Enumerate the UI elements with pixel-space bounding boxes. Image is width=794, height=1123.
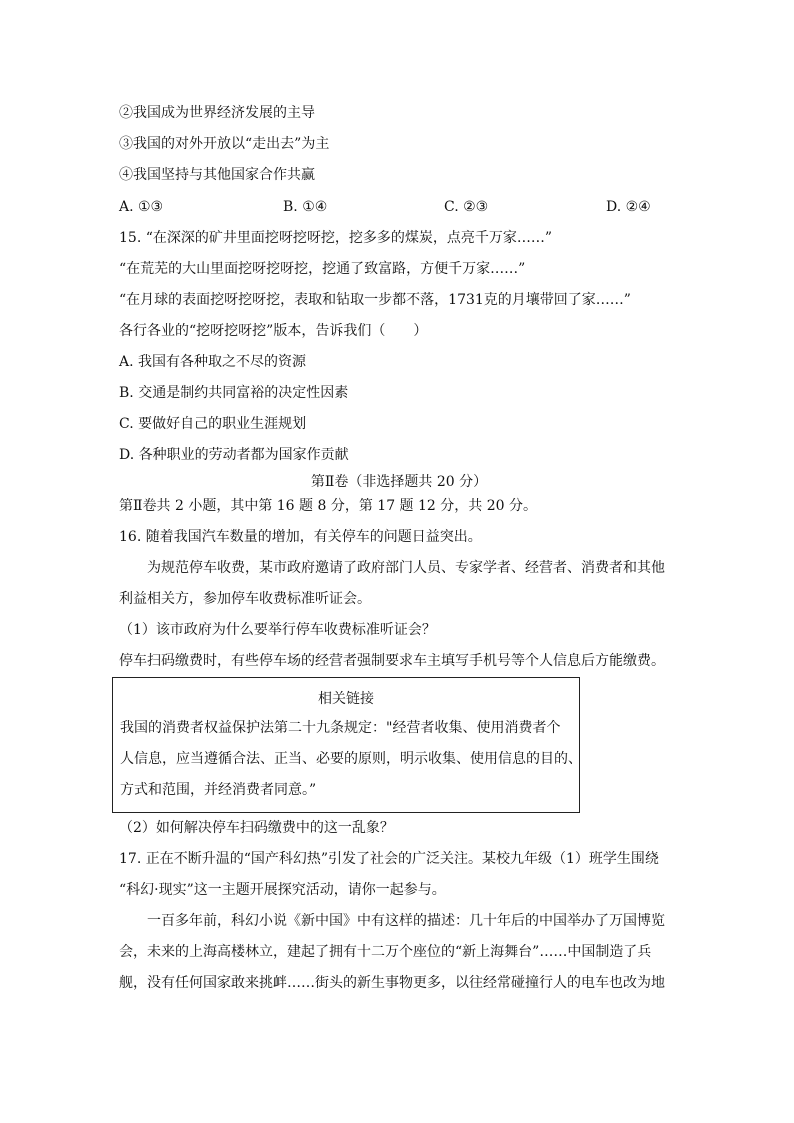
- q15-stem-1: 15. “在深深的矿井里面挖呀挖呀挖，挖多多的煤炭，点亮千万家……”: [119, 230, 553, 246]
- q16-subquestion-2: （2）如何解决停车扫码缴费中的这一乱象？: [119, 820, 394, 836]
- q14-option-c: C. ②③: [444, 199, 489, 215]
- q16-subquestion-1: （1）该市政府为什么要举行停车收费标准听证会？: [119, 622, 436, 638]
- q14-option-b: B. ①④: [283, 199, 328, 215]
- q17-paragraph-3: 舰，没有任何国家敢来挑衅……街头的新生事物更多，以往经常碰撞行人的电车也改为地: [119, 975, 665, 991]
- related-link-line-1: 我国的消费者权益保护法第二十九条规定："经营者收集、使用消费者个: [120, 720, 561, 736]
- q15-option-c: C. 要做好自己的职业生涯规划: [119, 416, 307, 432]
- q15-stem-4: 各行各业的“挖呀挖呀挖”版本，告诉我们（ ）: [119, 323, 428, 339]
- q17-stem-2: “科幻·现实”这一主题开展探究活动，请你一起参与。: [119, 882, 446, 898]
- q14-statement-3: ③我国的对外开放以“走出去”为主: [119, 136, 330, 152]
- q17-paragraph-1: 一百多年前，科幻小说《新中国》中有这样的描述：几十年后的中国举办了万国博览: [147, 913, 665, 929]
- q16-stem: 16. 随着我国汽车数量的增加，有关停车的问题日益突出。: [119, 529, 482, 545]
- q14-options: [119, 197, 679, 217]
- q15-stem-3: “在月球的表面挖呀挖呀挖，表取和钻取一步都不落，1731克的月壤带回了家……”: [119, 292, 631, 308]
- q16-paragraph-1a: 为规范停车收费，某市政府邀请了政府部门人员、专家学者、经营者、消费者和其他: [147, 560, 665, 576]
- related-link-line-3: 方式和范围，并经消费者同意。”: [120, 782, 317, 798]
- q16-paragraph-1b: 利益相关方，参加停车收费标准听证会。: [119, 591, 371, 607]
- q15-stem-2: “在荒芜的大山里面挖呀挖呀挖，挖通了致富路，方便千万家……”: [119, 261, 526, 277]
- q14-option-a: A. ①③: [119, 199, 164, 215]
- section-2-description: 第Ⅱ卷共 2 小题，其中第 16 题 8 分，第 17 题 12 分，共 20 分。: [119, 498, 537, 514]
- section-2-title: 第Ⅱ卷（非选择题共 20 分）: [310, 474, 488, 490]
- q17-paragraph-2: 会，未来的上海高楼林立，建起了拥有十二万个座位的“新上海舞台”……中国制造了兵: [119, 944, 652, 960]
- q14-statement-4: ④我国坚持与其他国家合作共赢: [119, 167, 315, 183]
- q14-option-d: D. ②④: [606, 199, 651, 215]
- q15-option-b: B. 交通是制约共同富裕的决定性因素: [119, 385, 349, 401]
- q16-paragraph-2: 停车扫码缴费时，有些停车场的经营者强制要求车主填写手机号等个人信息后方能缴费。: [119, 653, 665, 669]
- q15-option-a: A. 我国有各种取之不尽的资源: [119, 354, 307, 370]
- related-link-box: [112, 677, 580, 813]
- related-link-line-2: 人信息，应当遵循合法、正当、必要的原则，明示收集、使用信息的目的、: [120, 751, 582, 767]
- related-link-title: 相关链接: [318, 691, 374, 707]
- q17-stem-1: 17. 正在不断升温的“国产科幻热”引发了社会的广泛关注。某校九年级（1）班学生围绕: [119, 851, 659, 867]
- q15-option-d: D. 各种职业的劳动者都为国家作贡献: [119, 447, 349, 463]
- q14-statement-2: ②我国成为世界经济发展的主导: [119, 105, 315, 121]
